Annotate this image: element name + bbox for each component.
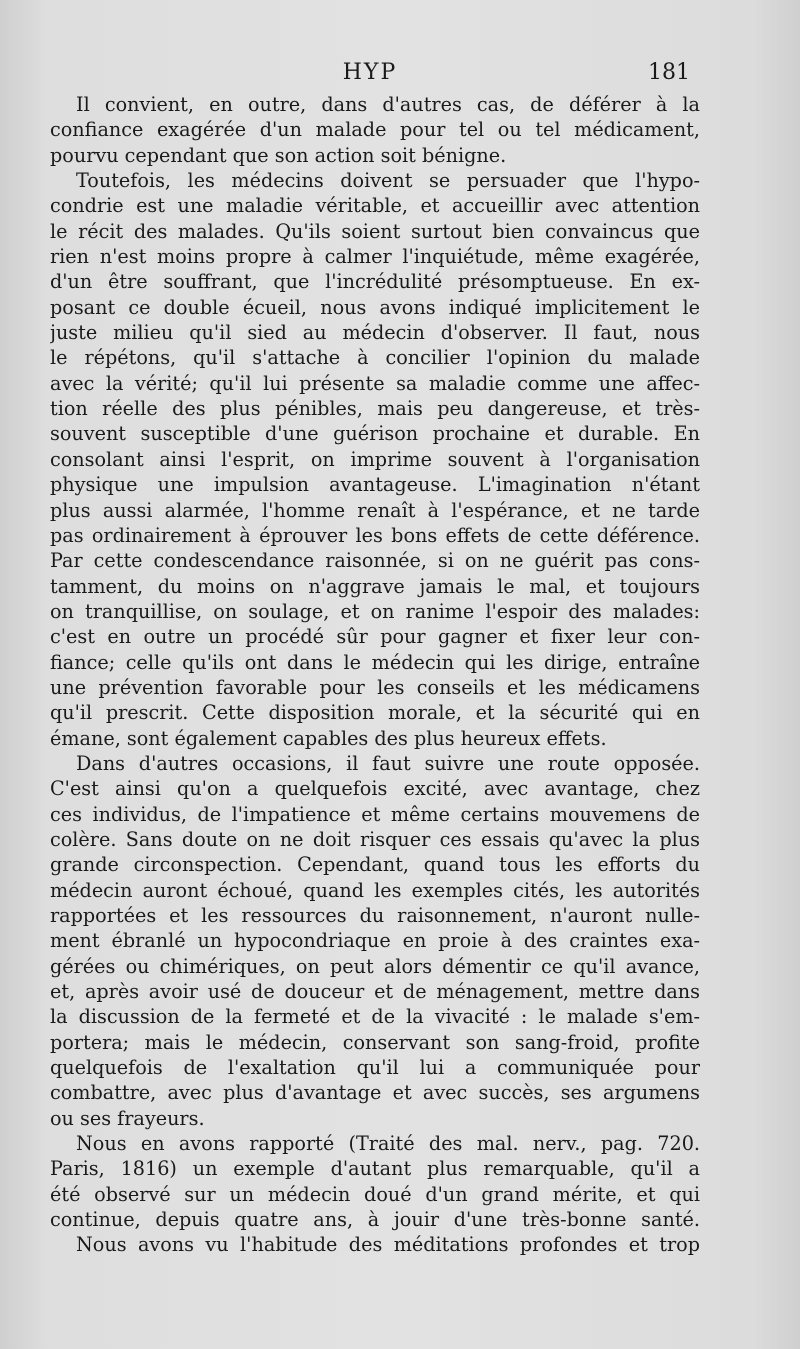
text-line: Dans d'autres occasions, il faut suivre une route opposée. bbox=[76, 751, 700, 775]
text-line: posant ce double écueil, nous avons indiqué implicitement le bbox=[50, 295, 700, 319]
text-line: physique une impulsion avantageuse. L'imagination n'étant bbox=[50, 473, 700, 497]
text-line: continue, depuis quatre ans, à jouir d'une très-bonne santé. bbox=[50, 1208, 700, 1232]
text-line: portera; mais le médecin, conservant son sang-froid, profite bbox=[50, 1030, 700, 1054]
text-line: le répétons, qu'il s'attache à concilier l'opinion du malade bbox=[50, 346, 700, 370]
text-line: et, après avoir usé de douceur et de ménagement, mettre dans bbox=[50, 980, 700, 1004]
text-line: juste milieu qu'il sied au médecin d'observer. Il faut, nous bbox=[50, 321, 700, 345]
text-line: grande circonspection. Cependant, quand tous les efforts du bbox=[50, 853, 700, 877]
text-line: d'un être souffrant, que l'incrédulité présomptueuse. En ex- bbox=[50, 270, 700, 294]
text-line: confiance exagérée d'un malade pour tel ou tel médicament, bbox=[50, 118, 700, 142]
text-line: fiance; celle qu'ils ont dans le médecin qui les dirige, entraîne bbox=[50, 650, 700, 674]
text-line: été observé sur un médecin doué d'un grand mérite, et qui bbox=[50, 1182, 700, 1206]
text-line: tion réelle des plus pénibles, mais peu dangereuse, et très- bbox=[50, 397, 700, 421]
text-line: médecin auront échoué, quand les exemples cités, les autorités bbox=[50, 878, 700, 902]
text-line: qu'il prescrit. Cette disposition morale, et la sécurité qui en bbox=[50, 701, 700, 725]
text-line: pas ordinairement à éprouver les bons effets de cette déférence. bbox=[50, 523, 700, 547]
text-line: combattre, avec plus d'avantage et avec succès, ses argumens bbox=[50, 1081, 700, 1105]
text-line: la discussion de la fermeté et de la vivacité : le malade s'em- bbox=[50, 1005, 700, 1029]
text-line: gérées ou chimériques, on peut alors démentir ce qu'il avance, bbox=[50, 954, 700, 978]
text-line: tamment, du moins on n'aggrave jamais le mal, et toujours bbox=[50, 574, 700, 598]
text-line: Paris, 1816) un exemple d'autant plus remarquable, qu'il a bbox=[50, 1157, 700, 1181]
page-header bbox=[50, 60, 690, 94]
text-line: Il convient, en outre, dans d'autres cas, de déférer à la bbox=[76, 93, 700, 116]
text-line: colère. Sans doute on ne doit risquer ces essais qu'avec la plus bbox=[50, 827, 700, 851]
text-line: c'est en outre un procédé sûr pour gagner et fixer leur con- bbox=[50, 625, 700, 649]
text-line: condrie est une maladie véritable, et accueillir avec attention bbox=[50, 194, 700, 218]
text-line: rapportées et les ressources du raisonnement, n'auront nulle- bbox=[50, 904, 700, 927]
text-line: avec la vérité; qu'il lui présente sa maladie comme une affec- bbox=[50, 371, 700, 395]
text-line: quelquefois de l'exaltation qu'il lui a communiquée pour bbox=[50, 1056, 700, 1080]
text-line: ou ses frayeurs. bbox=[50, 1106, 205, 1130]
text-line: Toutefois, les médecins doivent se persuader que l'hypo- bbox=[76, 169, 700, 193]
body-text bbox=[50, 92, 700, 1258]
page-number: 181 bbox=[648, 60, 690, 85]
text-line: le récit des malades. Qu'ils soient surtout bien convaincus que bbox=[50, 219, 700, 243]
text-line: Nous en avons rapporté (Traité des mal. nerv., pag. 720. bbox=[76, 1132, 700, 1156]
text-line: une prévention favorable pour les conseils et les médicamens bbox=[50, 675, 700, 699]
text-line: ces individus, de l'impatience et même certains mouvemens de bbox=[50, 802, 700, 826]
text-line: pourvu cependant que son action soit bénigne. bbox=[50, 143, 507, 167]
text-line: Par cette condescendance raisonnée, si on ne guérit pas cons- bbox=[50, 549, 700, 573]
text-line: rien n'est moins propre à calmer l'inquiétude, même exagérée, bbox=[50, 245, 700, 269]
running-head: HYP bbox=[342, 60, 398, 85]
text-line: consolant ainsi l'esprit, on imprime souvent à l'organisation bbox=[50, 447, 700, 471]
text-line: Nous avons vu l'habitude des méditations profondes et trop bbox=[76, 1233, 700, 1257]
text-line: souvent susceptible d'une guérison prochaine et durable. En bbox=[50, 422, 700, 446]
text-line: ment ébranlé un hypocondriaque en proie à des craintes exa- bbox=[50, 929, 700, 953]
text-line: on tranquillise, on soulage, et on ranime l'espoir des malades: bbox=[50, 599, 700, 623]
text-line: C'est ainsi qu'on a quelquefois excité, avec avantage, chez bbox=[50, 777, 700, 801]
text-line: émane, sont également capables des plus heureux effets. bbox=[50, 726, 607, 750]
text-line: plus aussi alarmée, l'homme renaît à l'espérance, et ne tarde bbox=[50, 498, 700, 522]
